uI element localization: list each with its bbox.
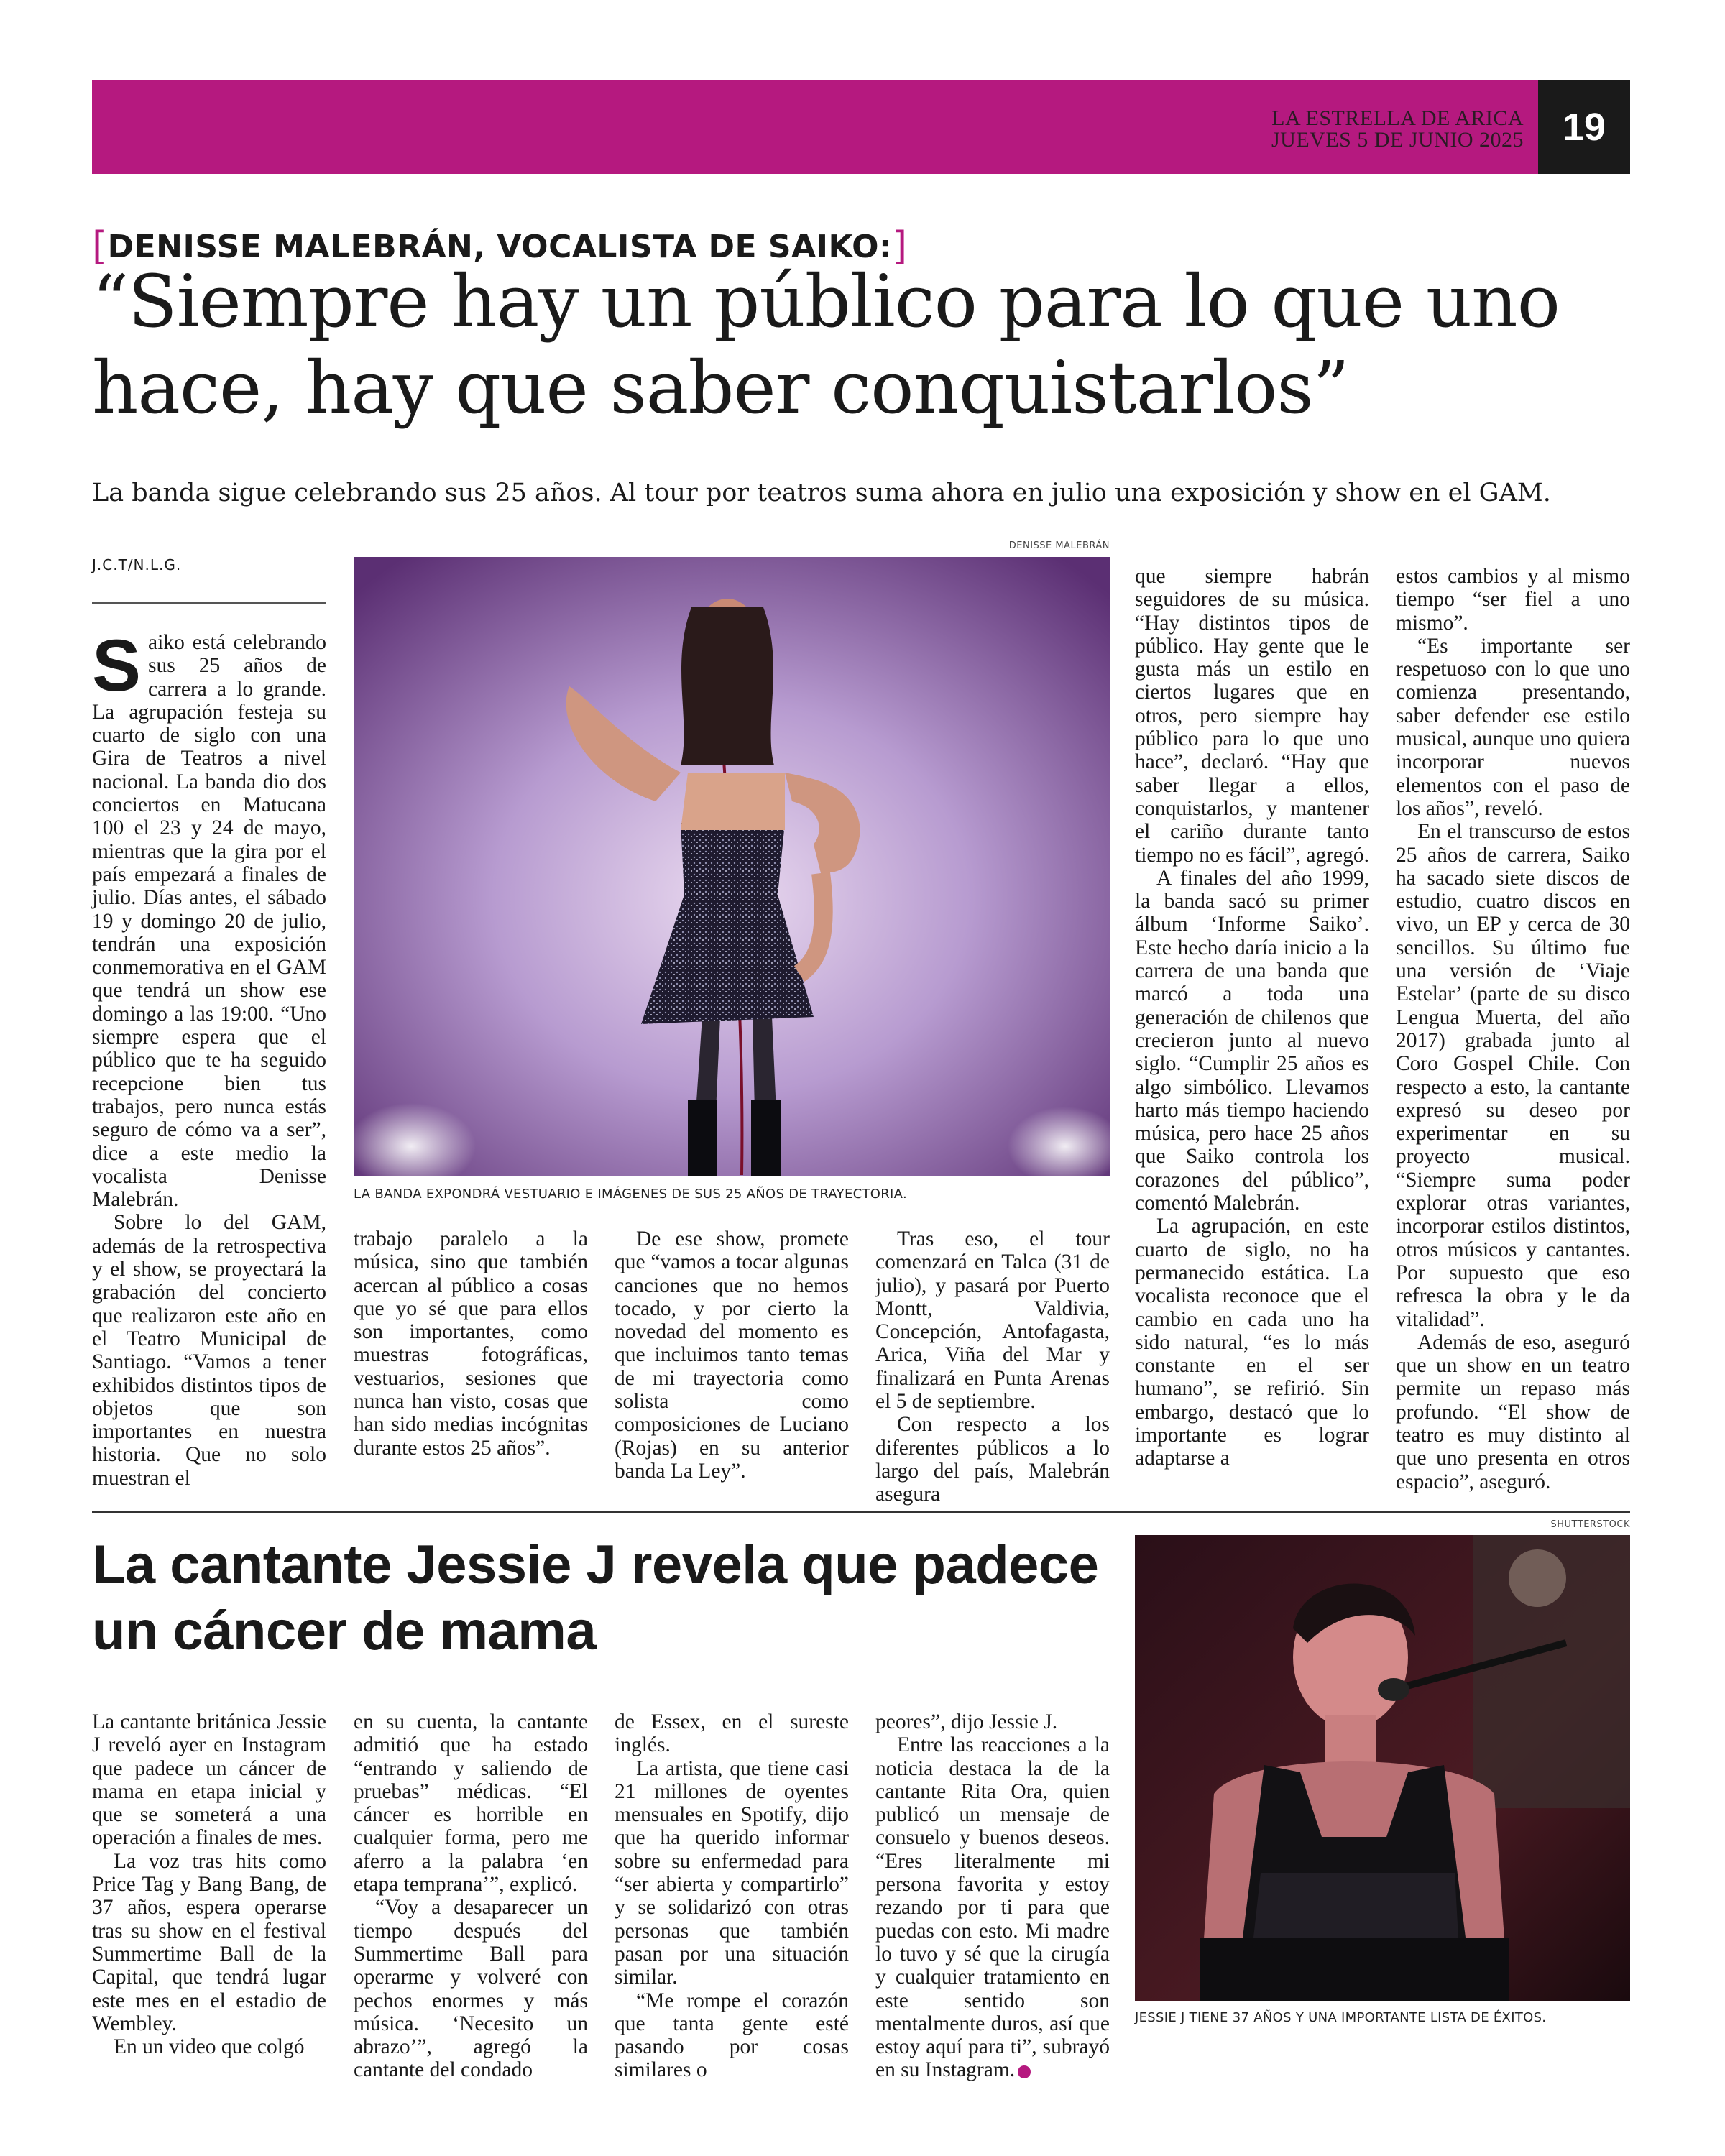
story1-column-2 bbox=[354, 1227, 588, 1460]
singer-with-microphone-image bbox=[1135, 1535, 1630, 2001]
story1-column-1 bbox=[92, 625, 326, 1490]
paragraph: A finales del año 1999, la banda sacó su primer álbum ‘Informe Saiko’. Este hecho daría inicio a la carrera de una banda que marcó a toda una generación de chilenos que crecieron junto al nuevo siglo. “Cumplir 25 años es algo simbólico. Llevamos harto más tiempo haciendo música, pero hace 25 años que Saiko controla los corazones del público”, comentó Malebrán. bbox=[1135, 866, 1369, 1215]
byline-rule bbox=[92, 602, 326, 604]
paragraph-text: Entre las reacciones a la noticia destaca la de la cantante Rita Ora, quien publicó un mensaje de consuelo y buenos deseos. “Eres literalmente mi persona favorita y estoy rezando por ti para que puedas con esto. Mi madre lo tuvo y sé que la cirugía y cualquier tratamiento en este sentido son mentalmente duros, así que estoy aquí para ti”, subrayó en su Instagram. bbox=[875, 1733, 1110, 2082]
end-mark-icon: o bbox=[1018, 2065, 1031, 2078]
singer-on-stage-image bbox=[354, 557, 1110, 1176]
newspaper-masthead bbox=[1222, 108, 1524, 151]
paragraph: estos cambios y al mismo tiempo “ser fiel a uno mismo”. bbox=[1396, 565, 1630, 635]
paragraph: La cantante británica Jessie J reveló ayer en Instagram que padece un cáncer de mama en etapa inicial y que se someterá a una operación a finales de mes. bbox=[92, 1710, 326, 1850]
paragraph: que siempre habrán seguidores de su música. “Hay distintos tipos de público. Hay gente que le gusta más un estilo en ciertos lugares que en otros, pero siempre hay público para lo que uno hace”, declaró. “Hay que saber llegar a ellos, conquistarlos, y mantener el cariño durante tanto tiempo no es fácil”, agregó. bbox=[1135, 565, 1370, 867]
photo-credit-2: SHUTTERSTOCK bbox=[1550, 1519, 1630, 1530]
section-divider bbox=[92, 1511, 1630, 1513]
story2-column-3 bbox=[615, 1710, 849, 2082]
paragraph: “Es importante ser respetuoso con lo que uno comienza presentando, saber defender ese estilo musical, aunque uno quiera incorporar nuevos elementos con el paso de los años”, reveló. bbox=[1396, 634, 1630, 820]
paragraph: En un video que colgó bbox=[114, 2035, 305, 2059]
paragraph: en su cuenta, la cantante admitió que ha estado “entrando y saliendo de pruebas” médicas. “El cáncer es horrible en cualquier forma, pero me aferro a la palabra ‘en etapa temprana’”, explicó. bbox=[354, 1710, 588, 1897]
paragraph: Tras eso, el tour comenzará en Talca (31 de julio), y pasará por Puerto Montt, Valdivia, Concepción, Antofagasta, Arica, Viña del Mar y finalizará en Punta Arenas el 5 de septiembre. bbox=[875, 1227, 1110, 1414]
paragraph: La agrupación, en este cuarto de siglo, no ha permanecido estática. La vocalista reconoce que el cambio en cada uno ha sido natural, “es lo más constante en el ser humano”, se refirió. Sin embargo, destacó que lo importante es lograr adaptarse a bbox=[1135, 1215, 1369, 1470]
byline: J.C.T/N.L.G. bbox=[92, 556, 182, 573]
paragraph: En el transcurso de estos 25 años de carrera, Saiko ha sacado siete discos de estudio, cuatro discos en vivo, un EP y cerca de 30 sencillos. Su último fue una versión de ‘Viaje Estelar’ (parte de su disco Lengua Muerta, del año 2017) grabada junto al Coro Gospel Chile. Con respecto a esto, la cantante expresó su deseo por experimentar en su proyecto musical. “Siempre suma poder explorar otras variantes, incorporar estilos distintos, otros músicos y cantantes. Por supuesto que eso refresca la obra y le da vitalidad”. bbox=[1396, 820, 1630, 1331]
story2-column-2 bbox=[354, 1710, 588, 2082]
story-kicker: [DENISSE MALEBRÁN, VOCALISTA DE SAIKO:] bbox=[92, 224, 908, 269]
page-number: 19 bbox=[1538, 80, 1630, 174]
paragraph: trabajo paralelo a la música, sino que también acercan al público a cosas que yo sé que para ellos son importantes, como muestras fotográficas, vestuarios, sesiones que nunca han visto, cosas que han sido medias incógnitas durante estos 25 años”. bbox=[354, 1227, 588, 1460]
paragraph: “Voy a desaparecer un tiempo después del Summertime Ball para operarme y volveré con pechos enormes y más música. ‘Necesito un abrazo’”, agregó la cantante del condado bbox=[354, 1896, 588, 2082]
story1-column-4 bbox=[875, 1227, 1110, 1506]
story2-column-1 bbox=[92, 1710, 326, 2058]
story-deck: La banda sigue celebrando sus 25 años. Al tour por teatros suma ahora en julio una exposición y show en el GAM. bbox=[92, 479, 1551, 507]
paragraph: Además de eso, aseguró que un show en un teatro permite un repaso más profundo. “El show de teatro es muy distinto al que uno presenta en otros espacio”, aseguró. bbox=[1396, 1330, 1630, 1493]
photo-caption: LA BANDA EXPONDRÁ VESTUARIO E IMÁGENES DE SUS 25 AÑOS DE TRAYECTORIA. bbox=[354, 1187, 907, 1202]
paragraph: “Me rompe el corazón que tanta gente esté pasando por cosas similares o bbox=[615, 1989, 849, 2082]
story1-column-5 bbox=[1135, 565, 1369, 1470]
paragraph bbox=[875, 1733, 1110, 2081]
story2-headline: La cantante Jessie J revela que padece un cáncer de mama bbox=[92, 1534, 1099, 1662]
jessie-j-photo bbox=[1135, 1535, 1630, 2001]
paragraph: Con respecto a los diferentes públicos a lo largo del país, Malebrán asegura bbox=[875, 1413, 1110, 1506]
story1-column-3 bbox=[615, 1227, 849, 1483]
paragraph: La voz tras hits como Price Tag y Bang Bang, de 37 años, espera operarse tras su show en el festival Summertime Ball de la Capital, que tendrá lugar este mes en el estadio de Wembley. bbox=[92, 1849, 326, 2035]
photo-credit: DENISSE MALEBRÁN bbox=[1008, 540, 1110, 551]
paragraph: peores”, dijo Jessie J. bbox=[875, 1710, 1058, 1733]
paragraph: Sobre lo del GAM, además de la retrospectiva y el show, se proyectará la grabación del concierto que realizaron este año en el Teatro Municipal de Santiago. “Vamos a tener exhibidos distintos tipos de objetos que son importantes en nuestra historia. Que no solo muestran el bbox=[92, 1211, 326, 1490]
story1-column-6 bbox=[1396, 565, 1630, 1493]
paragraph-text: aiko está celebrando sus 25 años de carrera a lo grande. La agrupación festeja su cuarto de siglo con una Gira de Teatros a nivel nacional. La banda dio dos conciertos en Matucana 100 el 23 y 24 de mayo, mientras que la gira por el país empezará a finales de julio. Días antes, el sábado 19 y domingo 20 de julio, tendrán una exposición conmemorativa en el GAM que tendrá un show ese domingo a las 19:00. “Uno siempre espera que el público que te ha seguido recepcione bien tus trabajos, pero nunca estás seguro de cómo va a ser”, dice a este medio la vocalista Denisse Malebrán. bbox=[92, 631, 326, 1212]
newspaper-name: LA ESTRELLA DE ARICA bbox=[1271, 106, 1524, 130]
issue-date: JUEVES 5 DE JUNIO 2025 bbox=[1271, 128, 1524, 152]
paragraph: De ese show, promete que “vamos a tocar algunas canciones que no hemos tocado, y por cierto la novedad del momento es que incluimos tanto temas de mi trayectoria como solista como composiciones de Luciano (Rojas) en su anterior banda La Ley”. bbox=[615, 1227, 849, 1483]
drop-cap: S bbox=[92, 625, 142, 706]
paragraph: de Essex, en el sureste inglés. bbox=[615, 1710, 849, 1757]
story2-column-4 bbox=[875, 1710, 1110, 2082]
paragraph: La artista, que tiene casi 21 millones de oyentes mensuales en Spotify, dijo que ha querido informar sobre su enfermedad para “ser abierta y compartirlo” y se solidarizó con otras personas que también pasan por una situación similar. bbox=[615, 1756, 849, 1989]
kicker-text: DENISSE MALEBRÁN, VOCALISTA DE SAIKO: bbox=[107, 229, 893, 265]
photo-caption-2: JESSIE J TIENE 37 AÑOS Y UNA IMPORTANTE LISTA DE ÉXITOS. bbox=[1135, 2010, 1547, 2025]
concert-photo bbox=[354, 557, 1110, 1176]
story-headline: “Siempre hay un público para lo que uno hace, hay que saber conquistarlos” bbox=[92, 259, 1560, 430]
paragraph bbox=[92, 625, 326, 1212]
